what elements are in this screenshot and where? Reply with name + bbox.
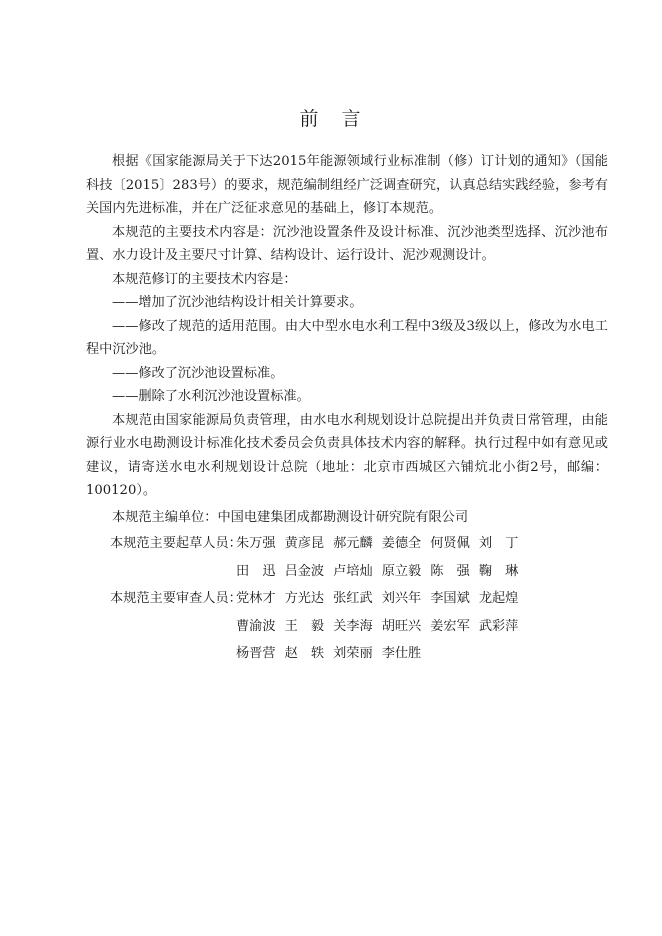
reviewers-row [86, 615, 608, 639]
page-title: 前 言 [299, 108, 363, 130]
staff-name: 郝元麟 [333, 536, 373, 551]
staff-name: 武彩萍 [478, 618, 519, 634]
staff-name: 杨晋营 [236, 646, 276, 661]
revision-item: ——修改了规范的适用范围。由大中型水电水利工程中3级及3级以上，修改为水电工程中沉沙池。 [86, 318, 608, 357]
drafters-label: 本规范主要起草人员： [110, 536, 242, 551]
staff-name: 刘荣丽 [333, 646, 373, 661]
reviewers-names-row-2 [236, 615, 527, 639]
revision-item: ——删除了水利沉沙池设置标准。 [112, 389, 310, 404]
reviewers-names-row-3 [236, 642, 430, 666]
paragraph-revision-intro: 本规范修订的主要技术内容是： [112, 271, 297, 287]
staff-name: 吕金波 [284, 563, 325, 579]
drafters-section [86, 532, 608, 583]
staff-name: 张红武 [333, 591, 373, 606]
drafters-row [86, 560, 608, 584]
paragraph-basis: 根据《国家能源局关于下达2015年能源领域行业标准制（修）订计划的通知》（国能科技〔2015〕283号）的要求，规范编制组经广泛调查研究，认真总结实践经验，参考有关国内先进标准，并在广泛征求意见的基础上，修订本规范。 [86, 154, 608, 216]
reviewers-row [86, 642, 608, 666]
reviewers-label: 本规范主要审查人员： [110, 591, 242, 606]
staff-name: 关李海 [333, 618, 373, 634]
staff-name: 刘兴年 [381, 591, 422, 606]
staff-name: 方光达 [284, 591, 325, 606]
staff-name: 赵 轶 [284, 646, 325, 661]
staff-name: 鞠 琳 [478, 563, 519, 579]
paragraph-chief-unit: 本规范主编单位：中国电建集团成都勘测设计研究院有限公司 [112, 509, 469, 525]
staff-name: 曹渝波 [236, 618, 276, 634]
staff-name: 黄彦昆 [284, 536, 325, 551]
revision-item: ——修改了沉沙池设置标准。 [112, 365, 284, 381]
staff-name: 党林才 [236, 591, 276, 606]
staff-name: 卢培灿 [333, 563, 373, 579]
staff-name: 陈 强 [430, 563, 470, 579]
staff-name: 原立毅 [381, 563, 422, 579]
drafters-names-row-2 [236, 560, 527, 584]
paragraph-main-content: 本规范的主要技术内容是：沉沙池设置条件及设计标准、沉沙池类型选择、沉沙池布置、水力设计及主要尺寸计算、结构设计、运行设计、泥沙观测设计。 [86, 224, 608, 263]
drafters-row [86, 532, 608, 556]
staff-name: 刘 丁 [478, 536, 519, 551]
staff-name: 李仕胜 [381, 646, 422, 661]
paragraph-management: 本规范由国家能源局负责管理，由水电水利规划设计总院提出并负责日常管理，由能源行业水电勘测设计标准化技术委员会负责具体技术内容的解释。执行过程中如有意见或建议，请寄送水电水利规划设计总院（地址：北京市西城区六铺炕北小街2号，邮编：100120）。 [86, 412, 608, 498]
reviewers-section [86, 587, 608, 666]
revision-item: ——增加了沉沙池结构设计相关计算要求。 [112, 295, 363, 310]
reviewers-names-row-1 [236, 587, 527, 611]
document-body [86, 150, 608, 666]
staff-name: 王 毅 [284, 618, 325, 634]
staff-name: 李国斌 [430, 591, 470, 606]
staff-name: 何贤佩 [430, 536, 470, 551]
staff-name: 田 迅 [236, 563, 276, 579]
staff-name: 姜德全 [381, 536, 422, 551]
staff-name: 胡旺兴 [381, 618, 422, 634]
staff-name: 龙起煌 [478, 591, 519, 606]
staff-name: 朱万强 [236, 536, 276, 551]
reviewers-row [86, 587, 608, 611]
staff-name: 姜宏军 [430, 618, 470, 634]
drafters-names-row-1 [236, 532, 527, 556]
